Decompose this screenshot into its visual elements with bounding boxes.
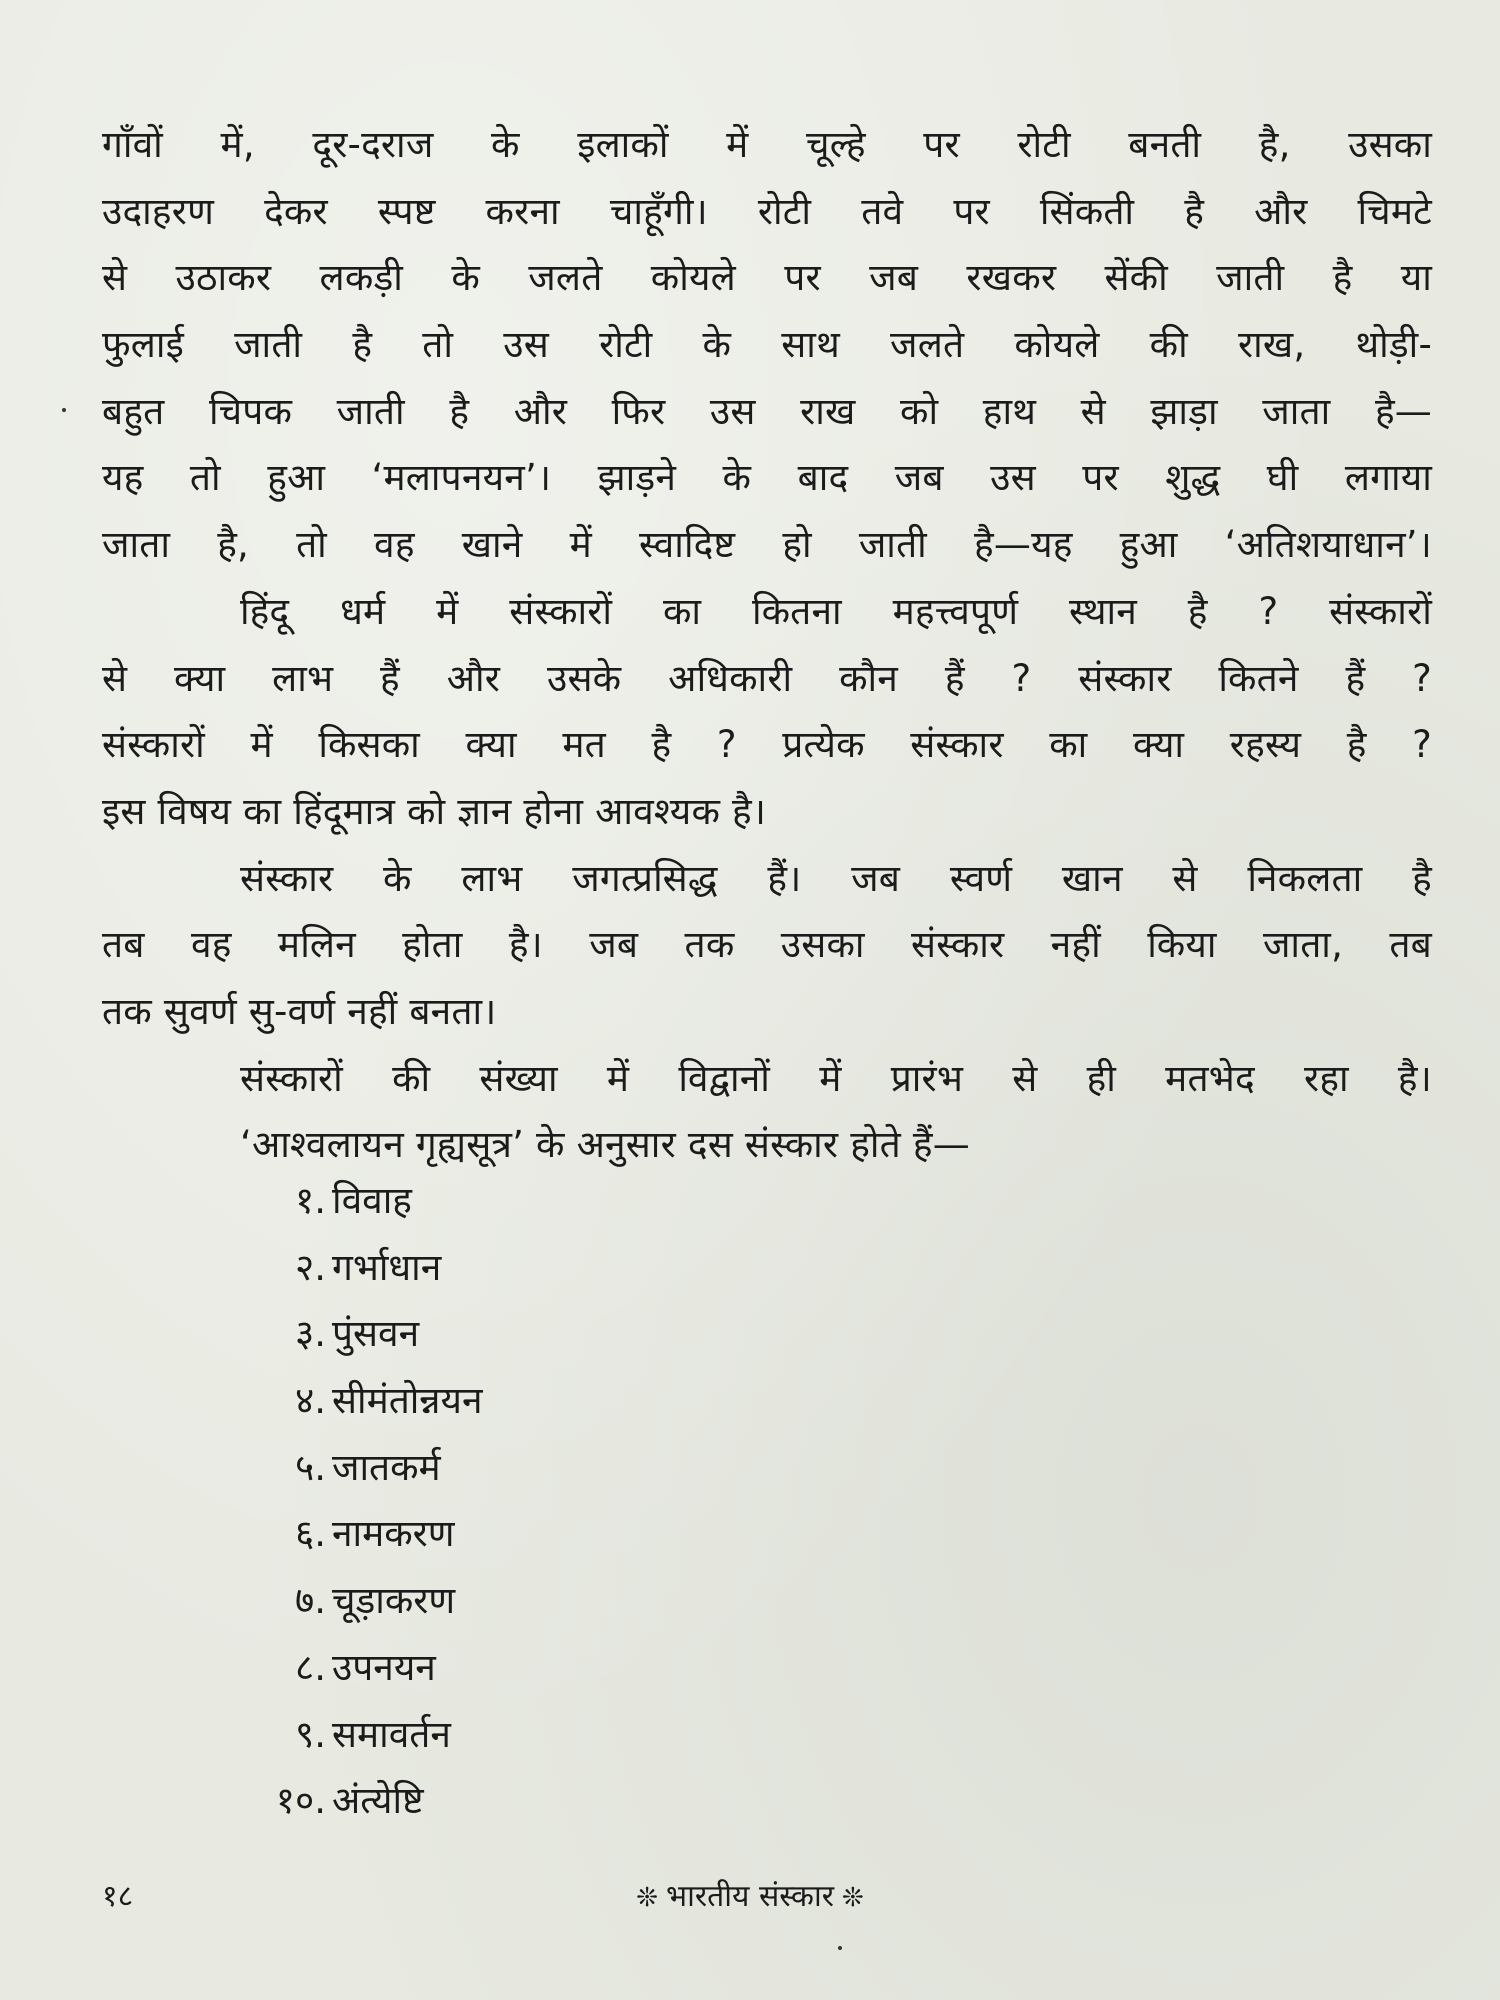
paragraph-end-line: इस विषय का हिंदूमात्र को ज्ञान होना आवश्यक है। <box>102 789 767 833</box>
page-footer <box>0 1872 1500 1922</box>
list-number: ६. <box>294 1512 326 1556</box>
list-item <box>228 1501 482 1568</box>
list-item <box>228 1301 482 1368</box>
list-item <box>228 1435 482 1502</box>
list-number: २. <box>294 1245 326 1289</box>
ornament-icon: ❊ <box>841 1883 864 1913</box>
list-item <box>228 1635 482 1702</box>
text-line: गाँवों में, दूर-दराज के इलाकों में चूल्हे पर रोटी बनती है, उसका <box>102 123 1432 166</box>
list-number: ९. <box>294 1712 326 1756</box>
list-item <box>228 1702 482 1769</box>
text-line: फुलाई जाती है तो उस रोटी के साथ जलते कोयले की राख, थोड़ी- <box>102 323 1432 367</box>
list-label: नामकरण <box>332 1512 455 1556</box>
list-label: चूड़ाकरण <box>332 1579 456 1623</box>
text-line: बहुत चिपक जाती है और फिर उस राख को हाथ से झाड़ा जाता है— <box>102 389 1432 433</box>
list-label: सीमंतोन्नयन <box>332 1379 483 1423</box>
text-line: से क्या लाभ हैं और उसके अधिकारी कौन हैं ? संस्कार कितने हैं ? <box>102 656 1432 700</box>
list-item <box>228 1168 482 1235</box>
text-line: से उठाकर लकड़ी के जलते कोयले पर जब रखकर सेंकी जाती है या <box>102 256 1432 300</box>
list-label: विवाह <box>332 1179 412 1222</box>
list-item <box>228 1768 482 1835</box>
list-number: ५. <box>294 1445 326 1489</box>
text-line: यह तो हुआ ‘मलापनयन’। झाड़ने के बाद जब उस पर शुद्ध घी लगाया <box>102 456 1432 500</box>
list-label: उपनयन <box>332 1645 436 1689</box>
text-line: तब वह मलिन होता है। जब तक उसका संस्कार नहीं किया जाता, तब <box>102 923 1432 967</box>
body-text <box>102 112 1432 1179</box>
list-number: ७. <box>294 1579 326 1623</box>
list-item <box>228 1235 482 1302</box>
ornament-icon: ❊ <box>636 1883 659 1913</box>
running-title <box>0 1872 1500 1923</box>
list-number: १०. <box>275 1779 326 1823</box>
page-number: १८ <box>102 1879 134 1914</box>
paragraph-start-line: संस्कार के लाभ जगत्प्रसिद्ध हैं। जब स्वर्ण खान से निकलता है <box>240 856 1432 900</box>
text-line: संस्कारों में किसका क्या मत है ? प्रत्येक संस्कार का क्या रहस्य है ? <box>102 723 1432 767</box>
list-number: ८. <box>294 1645 326 1689</box>
paragraph-end-line: तक सुवर्ण सु-वर्ण नहीं बनता। <box>102 989 497 1033</box>
paragraph-start-line: हिंदू धर्म में संस्कारों का कितना महत्त्वपूर्ण स्थान है ? संस्कारों <box>240 589 1432 633</box>
list-label: समावर्तन <box>332 1712 451 1756</box>
list-item <box>228 1568 482 1635</box>
print-speck <box>838 1946 842 1950</box>
text-line: जाता है, तो वह खाने में स्वादिष्ट हो जाती है—यह हुआ ‘अतिशयाधान’। <box>102 523 1432 567</box>
list-intro-line: ‘आश्वलायन गृह्यसूत्र’ के अनुसार दस संस्कार होते हैं— <box>240 1123 970 1167</box>
print-speck <box>62 408 66 412</box>
list-number: ४. <box>294 1379 326 1423</box>
list-number: ३. <box>294 1312 326 1356</box>
list-number: १. <box>294 1179 326 1222</box>
text-line: उदाहरण देकर स्पष्ट करना चाहूँगी। रोटी तवे पर सिंकती है और चिमटे <box>102 189 1432 233</box>
list-label: गर्भाधान <box>332 1245 442 1289</box>
list-label: पुंसवन <box>332 1312 420 1356</box>
list-item <box>228 1368 482 1435</box>
list-label: जातकर्म <box>332 1445 441 1489</box>
running-title-text: भारतीय संस्कार <box>666 1879 834 1914</box>
paragraph-start-line: संस्कारों की संख्या में विद्वानों में प्रारंभ से ही मतभेद रहा है। <box>240 1056 1432 1100</box>
list-label: अंत्येष्टि <box>332 1779 424 1823</box>
sanskar-list <box>228 1168 482 1835</box>
